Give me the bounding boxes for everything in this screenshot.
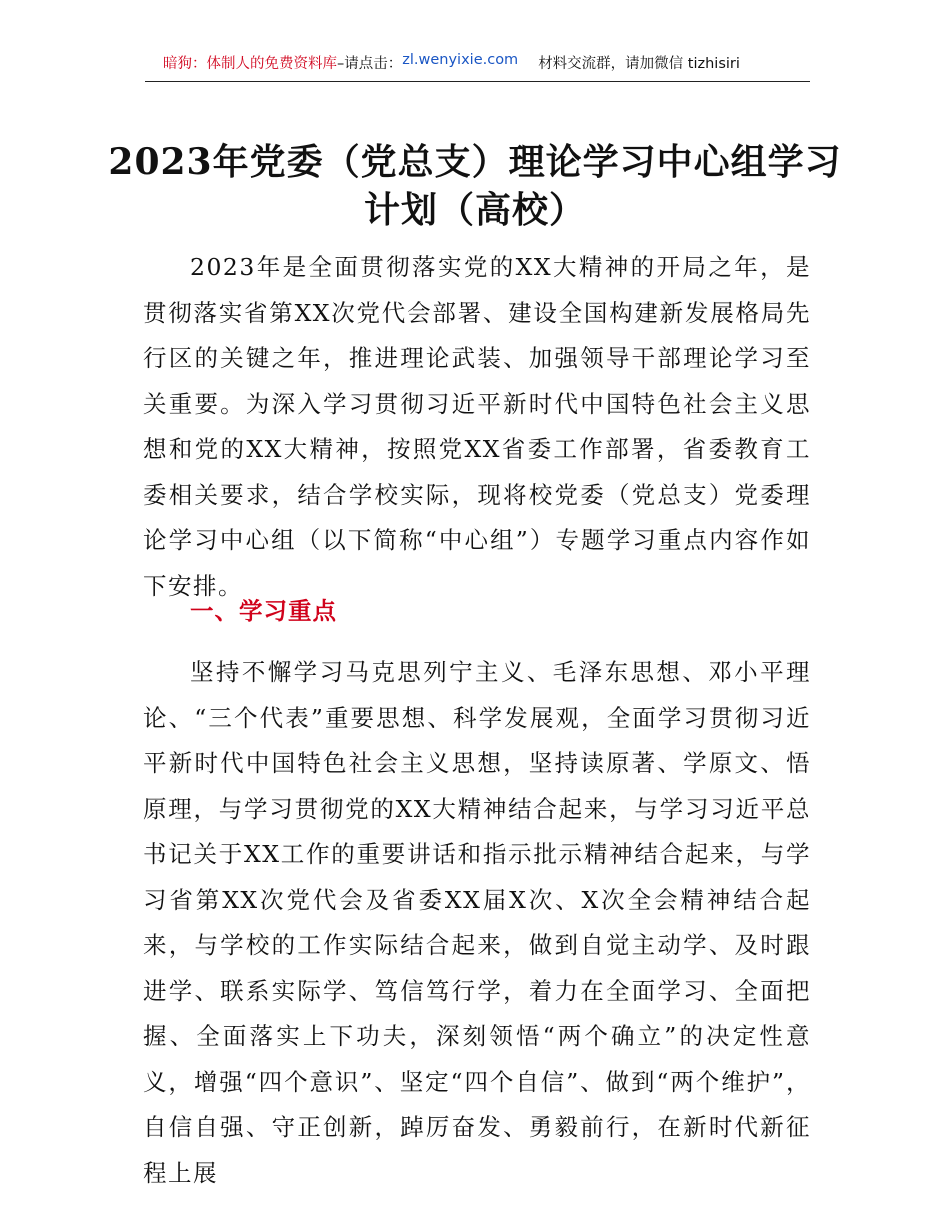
header-brand: 暗狗：体制人的免费资料库 <box>163 56 337 72</box>
section-heading-study-focus: 一、学习重点 <box>190 597 337 625</box>
header-prompt: –请点击： <box>337 56 403 72</box>
header-contact: 材料交流群，请加微信 tizhisiri <box>538 56 740 72</box>
document-title <box>100 138 850 234</box>
intro-paragraph: 2023年是全面贯彻落实党的XX大精神的开局之年，是贯彻落实省第XX次党代会部署、建设全国构建新发展格局先行区的关键之年，推进理论武装、加强领导干部理论学习至关重要。为深入学习贯彻习近平新时代中国特色社会主义思想和党的XX大精神，按照党XX省委工作部署，省委教育工委相关要求，结合学校实际，现将校党委（党总支）党委理论学习中心组（以下简称“中心组”）专题学习重点内容作如下安排。 <box>143 253 811 600</box>
page-header <box>145 52 810 82</box>
section-paragraph-study-focus: 坚持不懈学习马克思列宁主义、毛泽东思想、邓小平理论、“三个代表”重要思想、科学发展观，全面学习贯彻习近平新时代中国特色社会主义思想，坚持读原著、学原文、悟原理，与学习贯彻党的XX大精神结合起来，与学习习近平总书记关于XX工作的重要讲话和指示批示精神结合起来，与学习省第XX次党代会及省委XX届X次、X次全会精神结合起来，与学校的工作实际结合起来，做到自觉主动学、及时跟进学、联系实际学、笃信笃行学，着力在全面学习、全面把握、全面落实上下功夫，深刻领悟“两个确立”的决定性意义，增强“四个意识”、坚定“四个自信”、做到“两个维护”，自信自强、守正创新，踔厉奋发、勇毅前行，在新时代新征程上展 <box>143 658 811 1187</box>
header-url-link[interactable]: zl.wenyixie.com <box>402 52 519 68</box>
title-line-2: 计划（高校） <box>363 189 586 231</box>
title-line-1: 2023年党委（党总支）理论学习中心组学习 <box>108 141 842 183</box>
